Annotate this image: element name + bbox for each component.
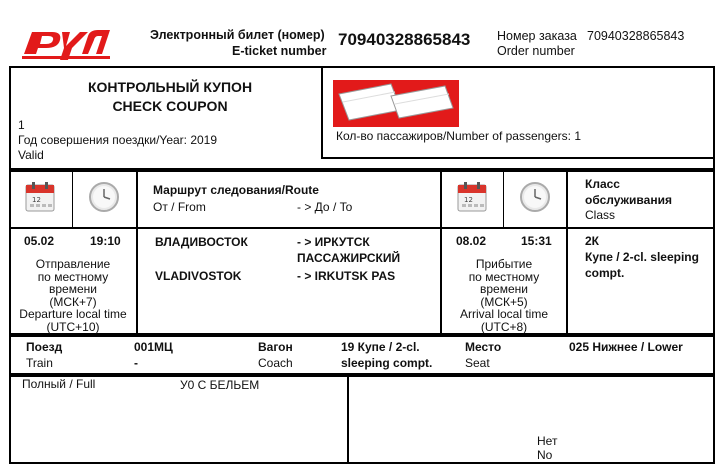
train-label-en: Train xyxy=(26,356,53,370)
svg-text:12: 12 xyxy=(32,196,41,204)
coupon-status: Valid xyxy=(18,148,44,162)
departure-label xyxy=(12,258,134,333)
route-to-en: - > IRKUTSK PAS xyxy=(297,269,396,283)
departure-label-line1: Отправление xyxy=(35,257,111,271)
departure-label-line2: по местному xyxy=(37,269,109,284)
coupon-title-en: CHECK COUPON xyxy=(112,98,228,114)
route-from-ru: ВЛАДИВОСТОК xyxy=(155,235,248,249)
calendar-icon xyxy=(24,181,56,213)
passengers-count: Кол-во пассажиров/Number of passengers: 1 xyxy=(336,129,582,143)
coupon-year: Год совершения поездки/Year: 2019 xyxy=(18,133,218,147)
departure-label-line3: времени xyxy=(49,282,97,296)
class-title-line2: обслуживания xyxy=(585,193,672,207)
route-to-ru-line2: ПАССАЖИРСКИЙ xyxy=(297,251,401,265)
order-label-en: Order number xyxy=(497,44,575,58)
arrival-label-line5: Arrival local time xyxy=(459,307,549,321)
col-div-3 xyxy=(440,170,442,335)
coach-value-line1: 19 Купе / 2-cl. xyxy=(341,340,420,354)
coupon-number: 1 xyxy=(18,118,25,132)
fare-label: Полный / Full xyxy=(22,377,96,391)
col-div-4 xyxy=(503,170,504,228)
seat-label-en: Seat xyxy=(465,356,490,370)
route-to-ru-line1: - > ИРКУТСК xyxy=(297,235,370,249)
ticket-label-ru: Электронный билет (номер) xyxy=(150,28,325,42)
arrival-label-line6: (UTC+8) xyxy=(480,319,528,334)
order-label-ru: Номер заказа xyxy=(497,29,577,43)
route-from-label: От / From xyxy=(153,200,206,214)
seat-value: 025 Нижнее / Lower xyxy=(569,340,683,354)
departure-label-line4: (МСК+7) xyxy=(49,294,97,309)
coupon-divider xyxy=(321,66,323,158)
fare-box xyxy=(9,375,715,464)
departure-time: 19:10 xyxy=(90,234,121,248)
ticket-label-en: E-ticket number xyxy=(232,44,327,58)
svg-text:12: 12 xyxy=(464,196,473,204)
arrival-label-line2: по местному xyxy=(468,269,540,284)
fare-no-ru: Нет xyxy=(537,434,558,448)
clock-icon xyxy=(88,181,120,213)
arrival-label xyxy=(443,258,565,333)
fare-divider xyxy=(347,375,349,464)
coupon-title-ru: КОНТРОЛЬНЫЙ КУПОН xyxy=(87,79,253,95)
clock-icon xyxy=(519,181,551,213)
arrival-time: 15:31 xyxy=(521,234,552,248)
col-div-2 xyxy=(136,170,138,335)
calendar-icon xyxy=(456,181,488,213)
fare-no-en: No xyxy=(537,448,553,462)
coach-label-en: Coach xyxy=(258,356,293,370)
arrival-date: 08.02 xyxy=(456,234,487,248)
col-div-5 xyxy=(566,170,568,335)
arrival-label-line3: времени xyxy=(480,282,528,296)
departure-date: 05.02 xyxy=(24,234,55,248)
class-desc-line1: Купе / 2-cl. sleeping xyxy=(585,250,699,264)
arrival-label-line4: (МСК+5) xyxy=(480,294,528,309)
train-label-ru: Поезд xyxy=(26,340,63,354)
class-code: 2К xyxy=(585,234,599,248)
route-from-en: VLADIVOSTOK xyxy=(155,269,242,283)
ticket-number: 70940328865843 xyxy=(338,30,471,49)
class-title-en: Class xyxy=(585,208,616,222)
coupon-bottom-rule xyxy=(321,157,715,159)
route-header-rule xyxy=(9,227,715,229)
train-number-dash: - xyxy=(134,356,138,370)
train-number: 001МЦ xyxy=(134,340,173,354)
col-div-1 xyxy=(72,170,73,228)
class-desc-line2: compt. xyxy=(585,266,625,280)
rzd-logo xyxy=(22,26,112,66)
departure-label-line5: Departure local time xyxy=(19,307,127,321)
fare-service: У0 С БЕЛЬЕМ xyxy=(180,378,260,392)
departure-label-line6: (UTC+10) xyxy=(46,319,100,334)
order-number: 70940328865843 xyxy=(587,29,685,43)
route-to-label: - > До / To xyxy=(297,200,353,214)
coach-label-ru: Вагон xyxy=(258,340,293,354)
ticket-barcode-graphic xyxy=(333,80,459,127)
class-title-line1: Класс xyxy=(585,177,620,191)
arrival-label-line1: Прибытие xyxy=(475,257,533,271)
route-title: Маршрут следования/Route xyxy=(153,183,319,197)
coach-value-line2: sleeping compt. xyxy=(341,356,433,370)
seat-label-ru: Место xyxy=(465,340,502,354)
